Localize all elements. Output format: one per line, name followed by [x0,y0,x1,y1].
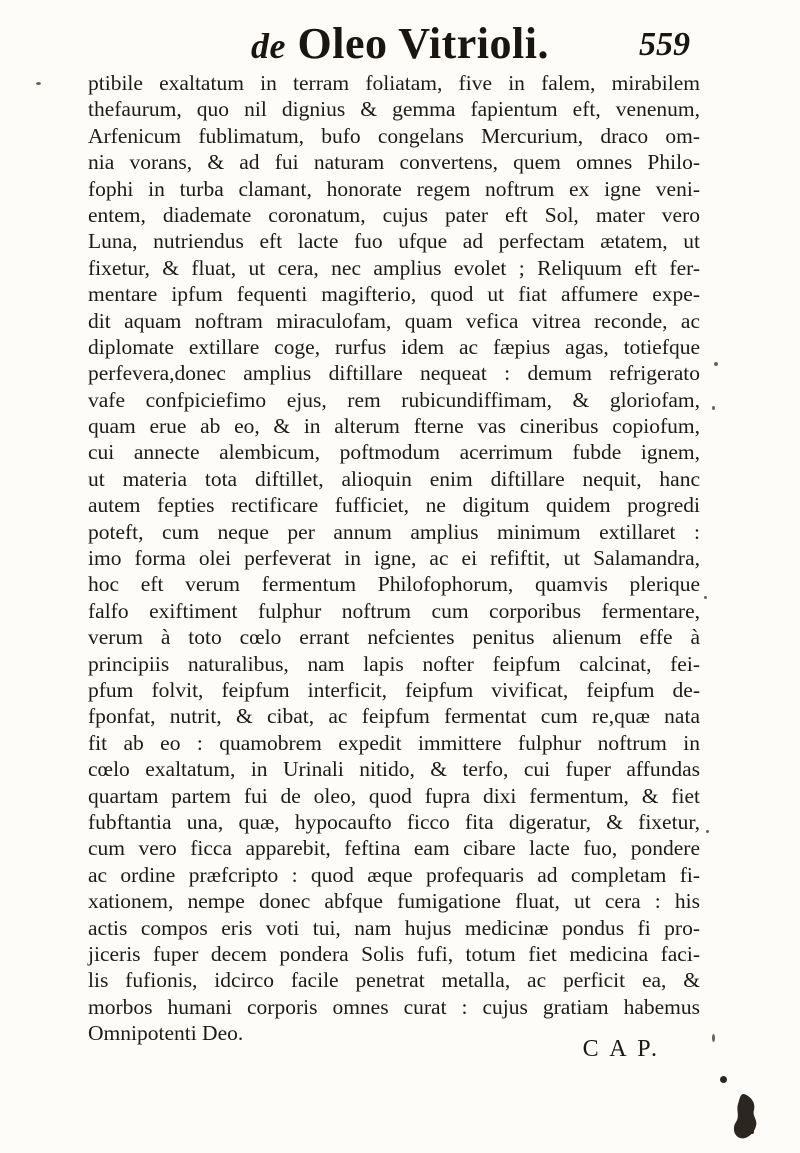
page-header [0,14,800,74]
margin-speck [720,1076,727,1083]
margin-speck [712,1034,715,1042]
text-line: nia vorans, & ad fui naturam convertens, quem omnes Philo- [88,150,700,175]
text-line: xationem, nempe donec abfque fumigatione fluat, ut cera : his [88,889,700,914]
text-line: fophi in turba clamant, honorate regem noftrum ex igne veni- [88,176,700,201]
text-line: vafe confpiciefimo ejus, rem rubicundiffimam, & gloriofam, [88,387,700,412]
text-line: quam erue ab eo, & in alterum fterne vas cineribus copiofum, [88,414,700,439]
margin-speck [36,82,41,85]
margin-speck [706,830,709,833]
text-line: actis compos eris voti tui, nam hujus medicinæ pondus fi pro- [88,915,700,940]
text-line: falfo exiftiment fulphur noftrum cum corporibus fermentare, [88,598,700,623]
text-line: ac ordine præfcripto : quod æque profequaris ad completam fi- [88,862,700,887]
text-line: entem, diademate coronatum, cujus pater eft Sol, mater vero [88,202,700,227]
margin-speck [712,406,715,410]
text-line: fponfat, nutrit, & cibat, ac feipfum fermentat cum re,quæ nata [88,704,700,729]
body-text [88,70,700,1046]
text-line: quartam partem fui de oleo, quod fupra dixi fermentum, & fiet [88,783,700,808]
text-line: Luna, nutriendus eft lacte fuo ufque ad perfectam ætatem, ut [88,229,700,254]
text-line: cui annecte alembicum, poftmodum acerrimum fubde ignem, [88,440,700,465]
text-line: ut materia tota diftillet, alioquin enim diftillare nequit, hanc [88,466,700,491]
text-line: ptibile exaltatum in terram foliatam, five in falem, mirabilem [88,71,700,95]
text-line: perfevera,donec amplius diftillare nequeat : demum refrigerato [88,361,700,386]
ink-blot-icon [730,1092,760,1142]
page-number: 559 [639,26,690,63]
text-line: Omnipotenti Deo. [88,1021,244,1046]
text-line: thefaurum, quo nil dignius & gemma fapientum eft, venenum, [88,97,700,122]
text-line: principiis naturalibus, nam lapis nofter feipfum calcinat, fei- [88,651,700,676]
text-line: fit ab eo : quamobrem expedit immittere fulphur noftrum in [88,730,700,755]
catchword: C A P. [582,1036,660,1062]
margin-speck [704,596,707,599]
text-line: mentare ipfum fequenti magifterio, quod ut fiat affumere expe- [88,282,700,307]
running-title-main: Oleo Vitrioli. [297,19,549,68]
text-line: diplomate extillare coge, rurfus idem ac fæpius agas, totiefque [88,334,700,359]
text-line: lis fufionis, idcirco facile penetrat metalla, ac perficit ea, & [88,968,700,993]
text-line: hoc eft verum fermentum Philofophorum, quamvis plerique [88,572,700,597]
text-line: morbos humani corporis omnes curat : cujus gratiam habemus [88,994,700,1019]
margin-speck [714,362,718,366]
text-line: dit aquam noftram miraculofam, quam vefica vitrea reconde, ac [88,308,700,333]
text-line: poteft, cum neque per annum amplius minimum extillaret : [88,519,700,544]
running-title-prefix: de [251,26,287,66]
text-line: Arfenicum fublimatum, bufo congelans Mercurium, draco om- [88,123,700,148]
text-line: pfum folvit, feipfum interficit, feipfum vivificat, feipfum de- [88,677,700,702]
text-line: cœlo exaltatum, in Urinali nitido, & terfo, cui fuper affundas [88,757,700,782]
text-line: jiceris fuper decem pondera Solis fufi, totum fiet medicina faci- [88,941,700,966]
text-line: autem fepties rectificare fufficiet, ne digitum quidem progredi [88,493,700,518]
text-line: cum vero ficca apparebit, feftina eam cibare lacte fuo, pondere [88,836,700,861]
text-line: fixetur, & fluat, ut cera, nec amplius evolet ; Reliquum eft fer- [88,255,700,280]
text-line: fubftantia una, quæ, hypocaufto ficco fita digeratur, & fixetur, [88,809,700,834]
text-line: imo forma olei perfeverat in igne, ac ei refiftit, ut Salamandra, [88,546,700,571]
text-line: verum à toto cœlo errant nefcientes penitus alienum effe à [88,625,700,650]
